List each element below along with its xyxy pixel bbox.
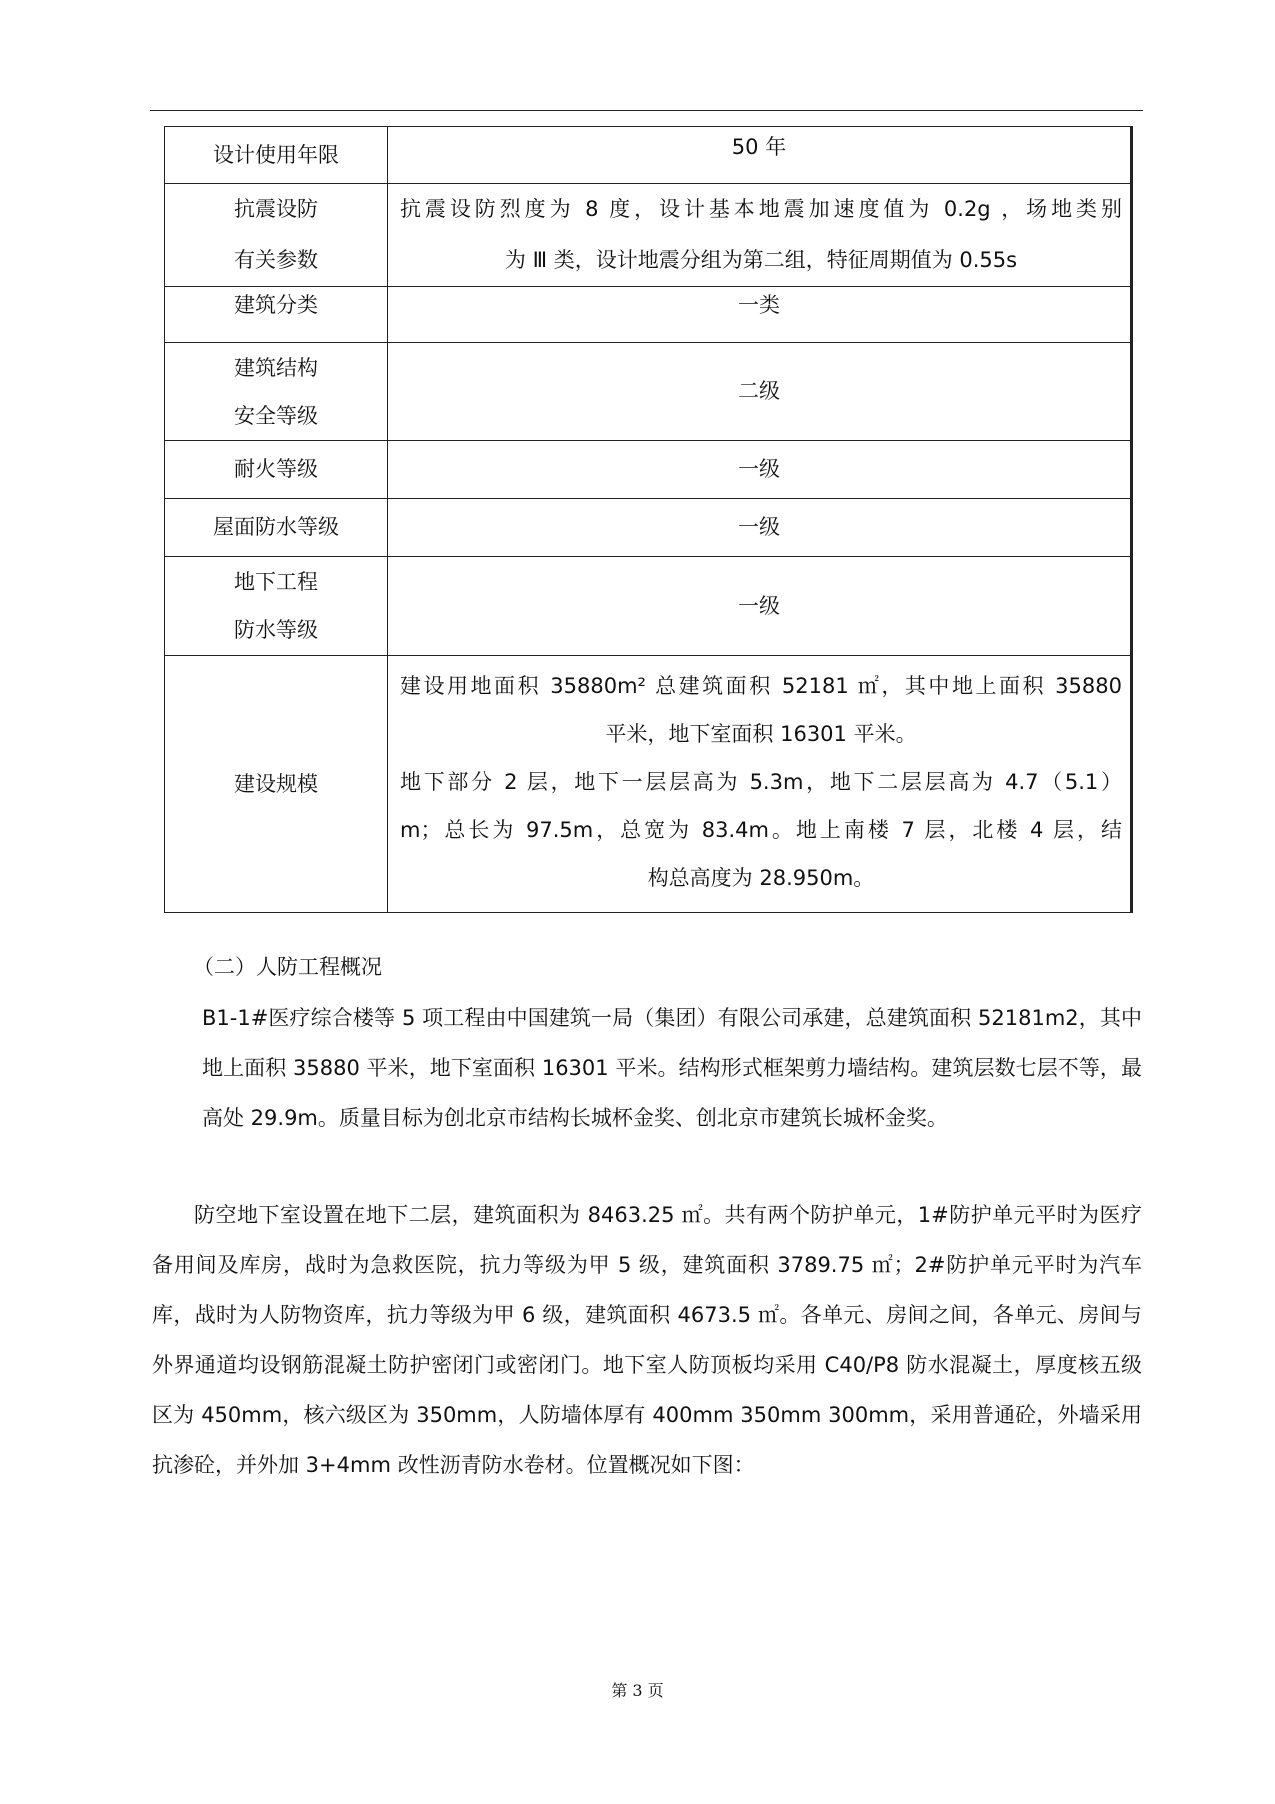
paragraph-2 [152, 1190, 1142, 1490]
row-value: 一级 [388, 441, 1132, 499]
row-label: 设计使用年限 [165, 127, 388, 184]
table-row [165, 441, 1132, 499]
table-row [165, 656, 1132, 913]
paragraph-1 [152, 993, 1142, 1143]
paragraph-1-text: B1-1#医疗综合楼等 5 项工程由中国建筑一局（集团）有限公司承建，总建筑面积 52181m2，其中地上面积 35880 平米，地下室面积 16301 平米。结构形式框架剪力墙结构。建筑层数七层不等，最高处 29.9m。质量目标为创北京市结构长城杯金奖、创北京市建筑长城杯金奖。 [202, 1006, 1142, 1130]
project-spec-table [164, 126, 1133, 913]
section-title: （二）人防工程概况 [193, 955, 382, 979]
table-row [165, 127, 1132, 184]
page-number: 第 3 页 [611, 1681, 664, 1700]
row-value: 一级 [388, 499, 1132, 557]
row-label: 建设规模 [165, 656, 388, 913]
row-value: 二级 [388, 343, 1132, 441]
row-label: 地下工程 防水等级 [165, 557, 388, 656]
row-value: 一级 [388, 557, 1132, 656]
row-value: 50 年 [388, 127, 1132, 184]
header-rule [150, 110, 1143, 111]
row-value: 抗震设防烈度为 8 度，设计基本地震加速度值为 0.2g ，场地类别 为 Ⅲ 类，设计地震分组为第二组，特征周期值为 0.55s [388, 184, 1132, 287]
row-label: 建筑结构 安全等级 [165, 343, 388, 441]
table-row [165, 343, 1132, 441]
table-row [165, 287, 1132, 343]
paragraph-2-text: 防空地下室设置在地下二层，建筑面积为 8463.25 ㎡。共有两个防护单元，1#防护单元平时为医疗备用间及库房，战时为急救医院，抗力等级为甲 5 级，建筑面积 3789.75 ㎡；2#防护单元平时为汽车库，战时为人防物资库，抗力等级为甲 6 级，建筑面积 4673.5 ㎡。各单元、房间之间，各单元、房间与外界通道均设钢筋混凝土防护密闭门或密闭门。地下室人防顶板均采用 C40/P8 防水混凝土，厚度核五级区为 450mm，核六级区为 350mm，人防墙体厚有 400mm 350mm 300mm，采用普通砼，外墙采用抗渗砼，并外加 3+4mm 改性沥青防水卷材。位置概况如下图： [152, 1203, 1142, 1477]
table-row [165, 184, 1132, 287]
row-value: 建设用地面积 35880m² 总建筑面积 52181 ㎡，其中地上面积 35880 平米，地下室面积 16301 平米。 地下部分 2 层，地下一层层高为 5.3m，地下二层层高为 4.7（5.1） m；总长为 97.5m，总宽为 83.4m。地上南楼 7 层，北楼 4 层，结 构总高度为 28.950m。 [388, 656, 1132, 913]
row-label: 建筑分类 [165, 287, 388, 343]
row-label: 屋面防水等级 [165, 499, 388, 557]
table-row [165, 499, 1132, 557]
row-label: 耐火等级 [165, 441, 388, 499]
table-row [165, 557, 1132, 656]
row-label: 抗震设防 有关参数 [165, 184, 388, 287]
row-value: 一类 [388, 287, 1132, 343]
